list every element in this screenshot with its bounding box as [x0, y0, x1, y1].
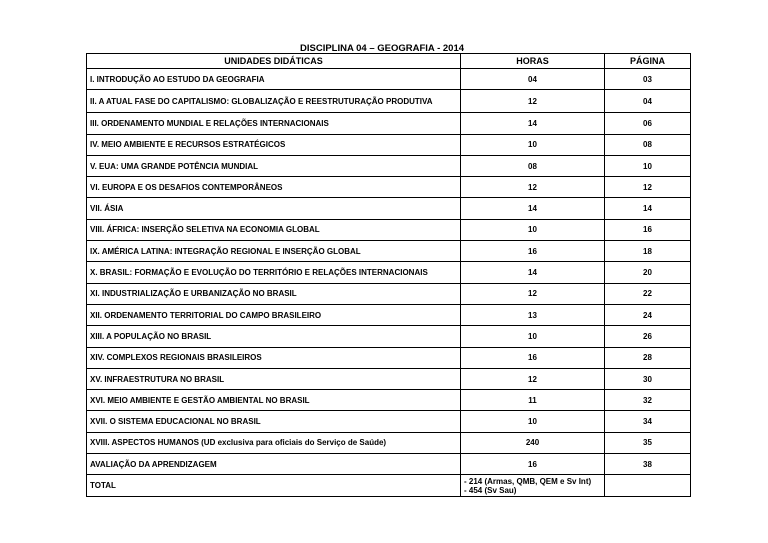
table-row [87, 347, 691, 368]
page-cell: 04 [605, 90, 691, 113]
hours-cell: 12 [461, 283, 605, 304]
hours-cell: 16 [461, 454, 605, 475]
total-hours [461, 475, 605, 497]
header-unit: UNIDADES DIDÁTICAS [87, 54, 461, 69]
unit-cell: XV. INFRAESTRUTURA NO BRASIL [87, 368, 461, 389]
hours-cell: 11 [461, 390, 605, 411]
table-row [87, 155, 691, 176]
unit-cell: VII. ÁSIA [87, 198, 461, 219]
unit-cell: V. EUA: UMA GRANDE POTÊNCIA MUNDIAL [87, 155, 461, 176]
hours-cell: 14 [461, 262, 605, 283]
page-cell: 34 [605, 411, 691, 432]
unit-cell: XII. ORDENAMENTO TERRITORIAL DO CAMPO BRASILEIRO [87, 304, 461, 325]
page-cell: 22 [605, 283, 691, 304]
unit-cell: VIII. ÁFRICA: INSERÇÃO SELETIVA NA ECONOMIA GLOBAL [87, 219, 461, 240]
unit-cell: XI. INDUSTRIALIZAÇÃO E URBANIZAÇÃO NO BRASIL [87, 283, 461, 304]
unit-cell: X. BRASIL: FORMAÇÃO E EVOLUÇÃO DO TERRITÓRIO E RELAÇÕES INTERNACIONAIS [87, 262, 461, 283]
hours-cell: 16 [461, 347, 605, 368]
page-cell: 32 [605, 390, 691, 411]
page-cell: 18 [605, 241, 691, 262]
unit-cell: XVII. O SISTEMA EDUCACIONAL NO BRASIL [87, 411, 461, 432]
table-row [87, 69, 691, 90]
hours-cell: 10 [461, 326, 605, 347]
page-cell: 24 [605, 304, 691, 325]
page-cell: 08 [605, 134, 691, 155]
document-title: DISCIPLINA 04 – GEOGRAFIA - 2014 [300, 43, 465, 54]
page-cell: 16 [605, 219, 691, 240]
page-cell: 12 [605, 177, 691, 198]
table-row [87, 454, 691, 475]
header-hours: HORAS [461, 54, 605, 69]
unit-cell: XVI. MEIO AMBIENTE E GESTÃO AMBIENTAL NO BRASIL [87, 390, 461, 411]
syllabus-table [86, 53, 691, 497]
page-cell: 20 [605, 262, 691, 283]
hours-cell: 13 [461, 304, 605, 325]
table-row [87, 241, 691, 262]
hours-cell: 16 [461, 241, 605, 262]
hours-cell: 240 [461, 432, 605, 453]
table-row [87, 262, 691, 283]
table-row [87, 219, 691, 240]
total-page [605, 475, 691, 497]
table-header-row [87, 54, 691, 69]
page-cell: 14 [605, 198, 691, 219]
table-row [87, 134, 691, 155]
table-row [87, 283, 691, 304]
page-cell: 35 [605, 432, 691, 453]
unit-cell: AVALIAÇÃO DA APRENDIZAGEM [87, 454, 461, 475]
table-row [87, 113, 691, 134]
unit-cell: III. ORDENAMENTO MUNDIAL E RELAÇÕES INTERNACIONAIS [87, 113, 461, 134]
page-cell: 38 [605, 454, 691, 475]
hours-cell: 10 [461, 134, 605, 155]
hours-cell: 14 [461, 198, 605, 219]
unit-cell: XIV. COMPLEXOS REGIONAIS BRASILEIROS [87, 347, 461, 368]
page-cell: 06 [605, 113, 691, 134]
table-row [87, 432, 691, 453]
hours-cell: 10 [461, 411, 605, 432]
total-label: TOTAL [87, 475, 461, 497]
table-row [87, 390, 691, 411]
hours-cell: 10 [461, 219, 605, 240]
header-page: PÁGINA [605, 54, 691, 69]
table-row [87, 304, 691, 325]
unit-cell: XVIII. ASPECTOS HUMANOS (UD exclusiva para oficiais do Serviço de Saúde) [87, 432, 461, 453]
table-row [87, 198, 691, 219]
table-row [87, 411, 691, 432]
total-hours-line-2: - 454 (Sv Sau) [464, 485, 517, 495]
hours-cell: 04 [461, 69, 605, 90]
unit-cell: I. INTRODUÇÃO AO ESTUDO DA GEOGRAFIA [87, 69, 461, 90]
total-row [87, 475, 691, 497]
table-row [87, 177, 691, 198]
hours-cell: 14 [461, 113, 605, 134]
unit-cell: XIII. A POPULAÇÃO NO BRASIL [87, 326, 461, 347]
table-row [87, 90, 691, 113]
hours-cell: 08 [461, 155, 605, 176]
table-row [87, 368, 691, 389]
page-cell: 26 [605, 326, 691, 347]
page-cell: 30 [605, 368, 691, 389]
unit-cell: VI. EUROPA E OS DESAFIOS CONTEMPORÂNEOS [87, 177, 461, 198]
hours-cell: 12 [461, 177, 605, 198]
unit-cell: II. A ATUAL FASE DO CAPITALISMO: GLOBALIZAÇÃO E REESTRUTURAÇÃO PRODUTIVA [87, 90, 461, 113]
table-row [87, 326, 691, 347]
table-body [87, 69, 691, 497]
page-cell: 10 [605, 155, 691, 176]
total-hours-line-1: - 214 (Armas, QMB, QEM e Sv Int) [464, 476, 592, 486]
unit-cell: IX. AMÉRICA LATINA: INTEGRAÇÃO REGIONAL E INSERÇÃO GLOBAL [87, 241, 461, 262]
hours-cell: 12 [461, 368, 605, 389]
hours-cell: 12 [461, 90, 605, 113]
unit-cell: IV. MEIO AMBIENTE E RECURSOS ESTRATÉGICOS [87, 134, 461, 155]
page-cell: 03 [605, 69, 691, 90]
page-cell: 28 [605, 347, 691, 368]
